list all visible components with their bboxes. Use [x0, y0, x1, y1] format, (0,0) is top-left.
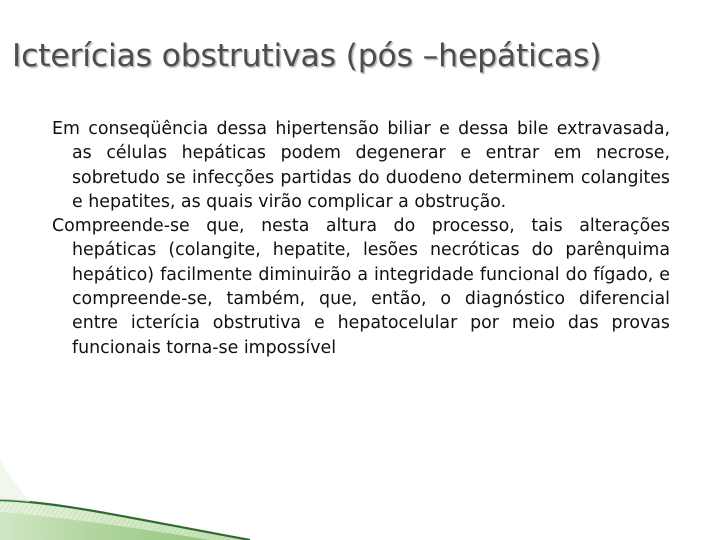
slide-body — [52, 117, 670, 360]
green-swoosh-decoration — [0, 440, 250, 540]
slide-title: Icterícias obstrutivas (pós –hepáticas) — [12, 38, 602, 74]
paragraph-1: Em conseqüência dessa hipertensão biliar e dessa bile extravasada, as células hepáticas podem degenerar e entrar em necrose, sobretudo se infecções partidas do duodeno determinem colangites e hepatites, as quais virão complicar a obstrução. — [52, 119, 670, 212]
paragraph-2: Compreende-se que, nesta altura do processo, tais alterações hepáticas (colangite, hepatite, lesões necróticas do parênquima hepático) facilmente diminuirão a integridade funcional do fígado, e compreende-se, também, que, então, o diagnóstico diferencial entre icterícia obstrutiva e hepatocelular por meio das provas funcionais torna-se impossível — [52, 216, 670, 358]
